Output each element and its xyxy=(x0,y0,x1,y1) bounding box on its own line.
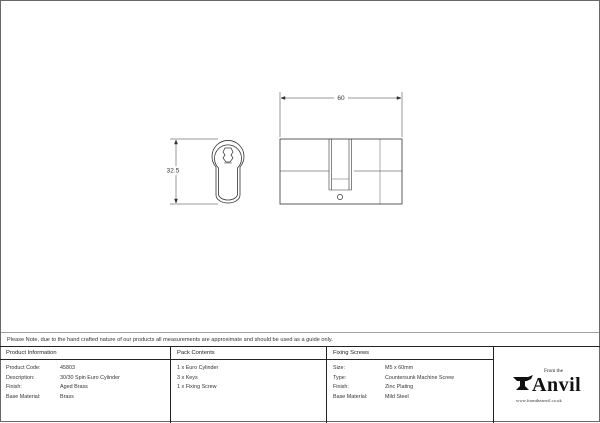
row-label: Finish: xyxy=(333,384,349,390)
pack-item: 1 x Euro Cylinder xyxy=(177,365,219,371)
logo-url: www.fromtheanvil.co.uk xyxy=(516,398,562,403)
row-value: 45803 xyxy=(60,365,75,371)
height-dimension-label: 32.5 xyxy=(166,167,180,175)
row-label: Base Material: xyxy=(6,393,41,400)
logo-brand-name: Anvil xyxy=(532,374,582,396)
length-dimension-label: 60 xyxy=(337,95,345,102)
row-label: Finish: xyxy=(6,384,22,390)
fixing-screws-panel xyxy=(327,347,494,423)
row-label: Size: xyxy=(333,365,345,371)
fixing-screws-heading: Fixing Screws xyxy=(327,347,493,360)
anvil-icon xyxy=(512,371,534,393)
pack-item: 3 x Keys xyxy=(177,374,198,381)
row-value: 30/30 Spin Euro Cylinder xyxy=(60,374,120,381)
row-label: Base Material: xyxy=(333,393,368,400)
row-label: Type: xyxy=(333,374,347,381)
length-arrow-right xyxy=(397,97,401,100)
pack-item: 1 x Fixing Screw xyxy=(177,384,217,390)
pack-contents-heading: Pack Contents xyxy=(171,347,326,360)
cylinder-end-view xyxy=(212,140,244,203)
finish-row xyxy=(0,383,170,393)
row-value: M5 x 60mm xyxy=(385,365,414,371)
fixing-hole xyxy=(337,194,342,199)
keyhole-profile-outer xyxy=(212,140,244,203)
screw-material-row xyxy=(327,393,493,403)
product-information-panel xyxy=(0,347,171,423)
screw-type-row xyxy=(327,374,493,384)
row-value: Mild Steel xyxy=(385,393,409,400)
product-code-row xyxy=(0,364,170,374)
row-value: Aged Brass xyxy=(60,384,88,390)
screw-size-row xyxy=(327,364,493,374)
row-label: Description: xyxy=(6,374,35,381)
row-label: Product Code: xyxy=(6,365,41,371)
title-block xyxy=(0,346,600,423)
logo-from-text: From the xyxy=(544,368,563,374)
description-row xyxy=(0,374,170,384)
keyhole-profile-inner xyxy=(215,145,242,200)
base-material-row xyxy=(0,393,170,403)
screw-finish-row xyxy=(327,383,493,393)
row-value: Zinc Plating xyxy=(385,384,414,390)
key-slot xyxy=(223,148,233,162)
height-arrow-top xyxy=(175,140,178,144)
brand-logo xyxy=(512,368,590,406)
height-arrow-bottom xyxy=(175,199,178,203)
pack-contents-panel xyxy=(171,347,327,423)
measurement-note: Please Note, due to the hand crafted nature of our products all measurements are approximate and should be used as a guide only. xyxy=(7,337,333,343)
cylinder-side-view xyxy=(280,139,402,204)
length-arrow-left xyxy=(281,97,285,100)
product-information-heading: Product Information xyxy=(0,347,170,360)
row-value: Brass xyxy=(60,393,74,400)
row-value: Countersunk Machine Screw xyxy=(385,374,454,381)
